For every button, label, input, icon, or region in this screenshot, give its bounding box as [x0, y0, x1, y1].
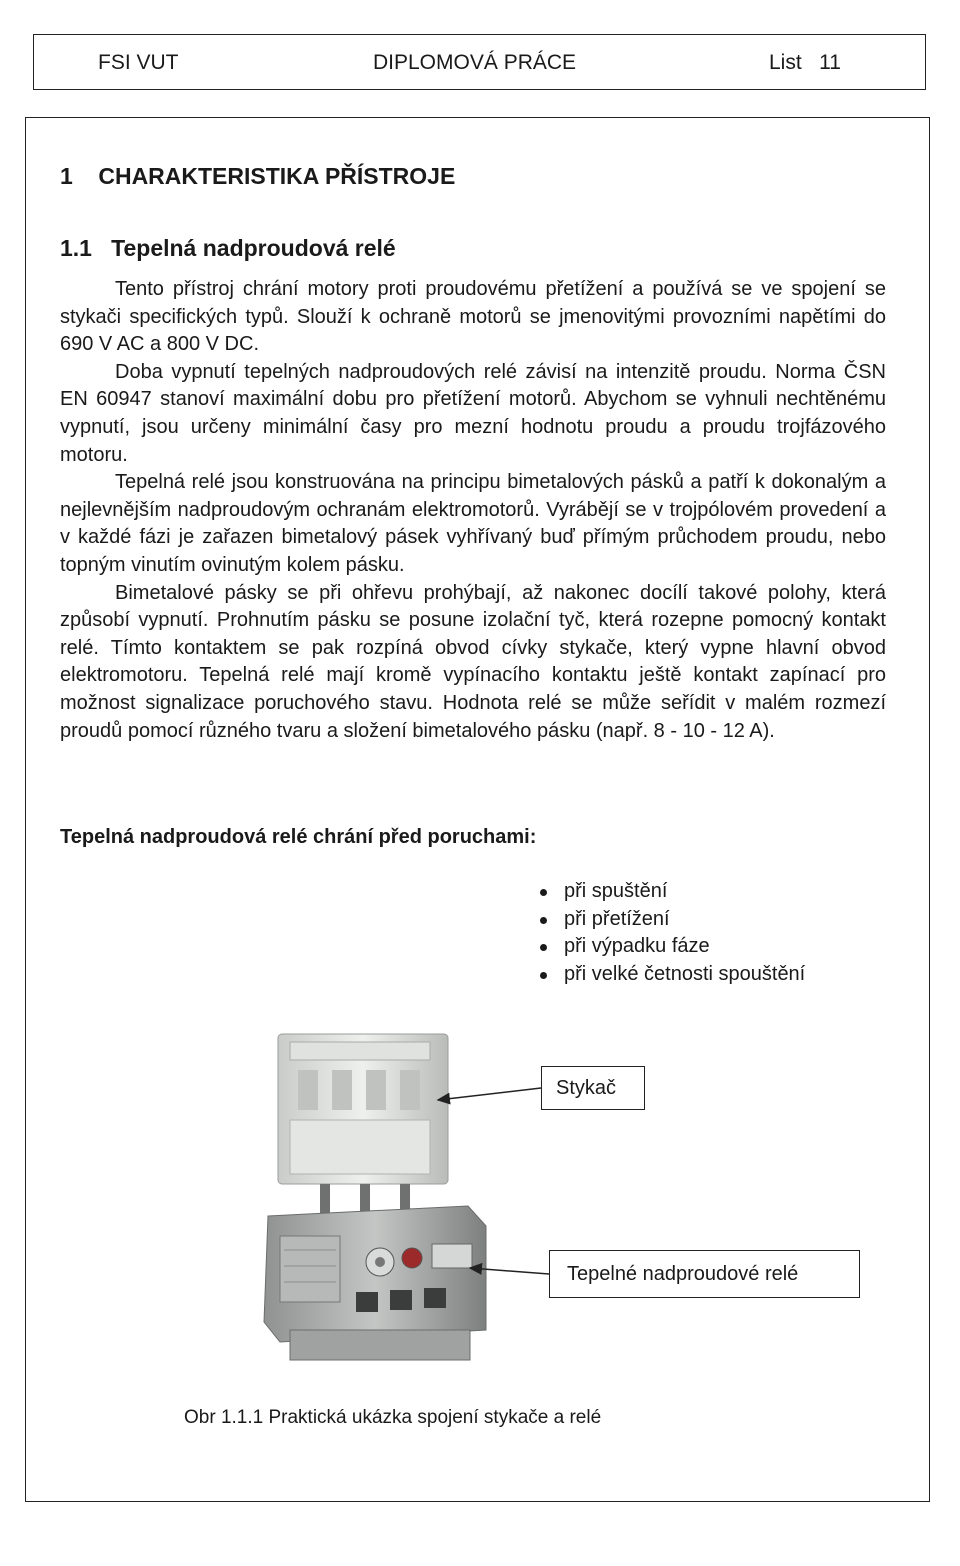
body-text — [60, 276, 886, 745]
bullet-icon — [540, 917, 547, 924]
label-contactor — [541, 1066, 645, 1110]
list-item — [540, 906, 805, 934]
contactor-relay-photo — [250, 1030, 500, 1370]
list-item-label: při výpadku fáze — [564, 935, 710, 958]
paragraph: Tento přístroj chrání motory proti proudovému přetížení a používá se ve spojení se stykači specifických typů. Slouží k ochraně motorů se jmenovitými provozními napětími do 690 V AC a 800 V DC. — [60, 278, 886, 356]
list-item — [540, 878, 805, 906]
paragraph: Doba vypnutí tepelných nadproudových relé závisí na intenzitě proudu. Norma ČSN EN 60947 stanoví maximální dobu pro přetížení motorů. Abychom se vyhnuli nechtěnému vypnutí, jsou určeny minimální časy pro mezní hodnotu proudu a proudu trojfázového motoru. — [60, 360, 886, 466]
figure-caption: Obr 1.1.1 Praktická ukázka spojení stykače a relé — [184, 1407, 602, 1428]
list-item — [540, 961, 805, 989]
list-item-label: při velké četnosti spouštění — [564, 962, 806, 985]
header-page-number: List 11 — [769, 51, 841, 74]
label-overload-relay — [549, 1250, 860, 1298]
fault-list — [540, 878, 805, 988]
bullet-icon — [540, 889, 547, 896]
header-institution: FSI VUT — [98, 51, 179, 74]
paragraph: Tepelná relé jsou konstruována na principu bimetalových pásků a patří k dokonalým a nejlevnějším nadproudovým ochranám elektromotorů. Vyrábějí se v trojpólovém provedení a v každé fázi je zařazen bimetalový pásek vyhřívaný buď přímým průchodem proudu, nebo topným vinutím ovinutým kolem pásku. — [60, 471, 886, 576]
list-item-label: při spuštění — [564, 880, 668, 902]
label-relay-text: Tepelné nadproudové relé — [567, 1263, 799, 1285]
fault-list-heading: Tepelná nadproudová relé chrání před poruchami: — [60, 826, 537, 848]
label-contactor-text: Stykač — [556, 1077, 617, 1099]
chapter-title: 1 CHARAKTERISTIKA PŘÍSTROJE — [60, 163, 456, 189]
bullet-icon — [540, 944, 547, 951]
bullet-icon — [540, 972, 547, 979]
list-item — [540, 933, 805, 961]
header-document-type: DIPLOMOVÁ PRÁCE — [373, 51, 577, 74]
page-header — [33, 34, 926, 90]
section-title: 1.1 Tepelná nadproudová relé — [60, 235, 396, 261]
paragraph: Bimetalové pásky se při ohřevu prohýbají, až nakonec docílí takové polohy, která způsobí vypnutí. Prohnutím pásku se posune izolační tyč, která rozepne pomocný kontakt relé. Tímto kontaktem se pak rozpíná obvod cívky stykače, který vypne hlavní obvod elektromotoru. Tepelná relé mají kromě vypínacího kontaktu ještě kontakt zapínací pro možnost signalizace poruchového stavu. Hodnota relé se může seřídit v malém rozmezí proudů pomocí různého tvaru a složení bimetalového pásku (např. 8 - 10 - 12 A). — [60, 581, 886, 742]
list-item-label: při přetížení — [564, 907, 670, 930]
